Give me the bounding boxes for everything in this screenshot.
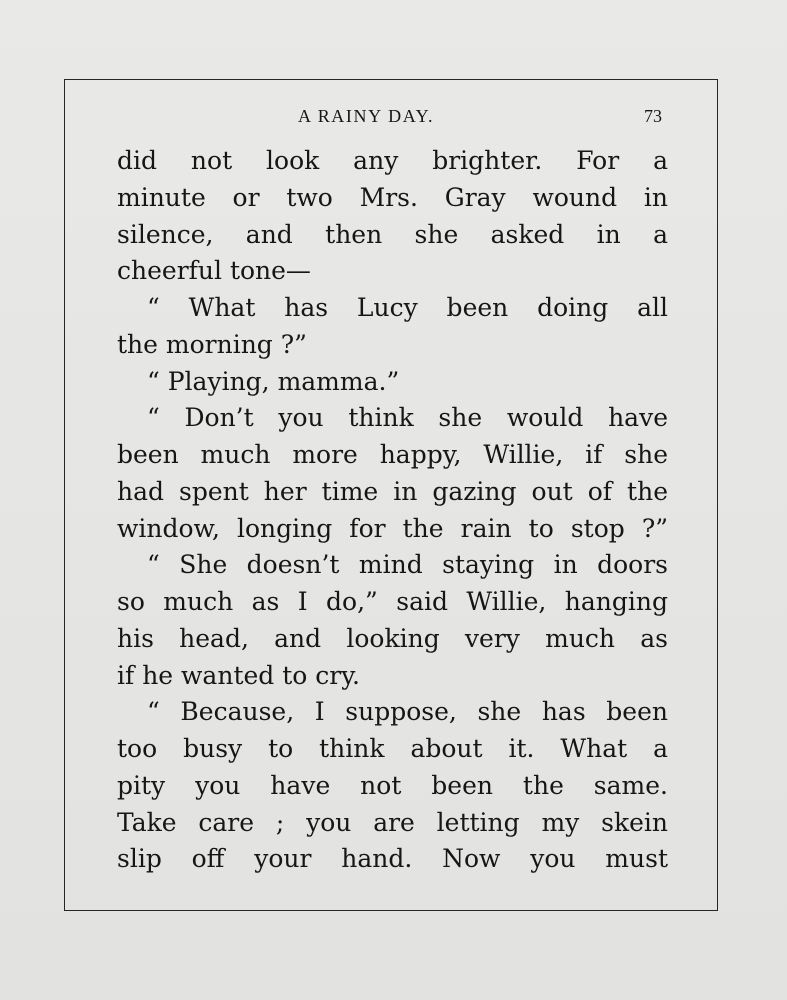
text-line: minute or two Mrs. Gray wound in — [117, 182, 668, 212]
text-line: had spent her time in gazing out of the — [117, 476, 668, 506]
text-line: the morning ?” — [117, 329, 307, 359]
text-line: “ Playing, mamma.” — [147, 366, 400, 396]
running-title: A RAINY DAY. — [298, 106, 435, 126]
text-line: window, longing for the rain to stop ?” — [117, 513, 668, 543]
text-line: cheerful tone— — [117, 256, 311, 286]
running-head — [0, 104, 787, 128]
text-line: “ She doesn’t mind staying in doors — [147, 550, 668, 580]
text-line: so much as I do,” said Willie, hanging — [117, 587, 668, 616]
text-line: Take care ; you are letting my skein — [117, 807, 668, 837]
text-line: “ What has Lucy been doing all — [147, 293, 668, 322]
text-line: if he wanted to cry. — [117, 660, 360, 690]
page-number: 73 — [644, 106, 662, 126]
text-line: pity you have not been the same. — [117, 770, 668, 800]
text-line: his head, and looking very much as — [117, 623, 668, 653]
text-line: “ Don’t you think she would have — [147, 403, 668, 433]
text-line: silence, and then she asked in a — [117, 219, 668, 249]
body-text — [117, 143, 668, 878]
text-line: did not look any brighter. For a — [117, 146, 668, 175]
text-line: “ Because, I suppose, she has been — [147, 697, 668, 727]
text-line: too busy to think about it. What a — [117, 734, 668, 763]
text-line: been much more happy, Willie, if she — [117, 440, 668, 469]
text-line: slip off your hand. Now you must — [117, 844, 668, 874]
